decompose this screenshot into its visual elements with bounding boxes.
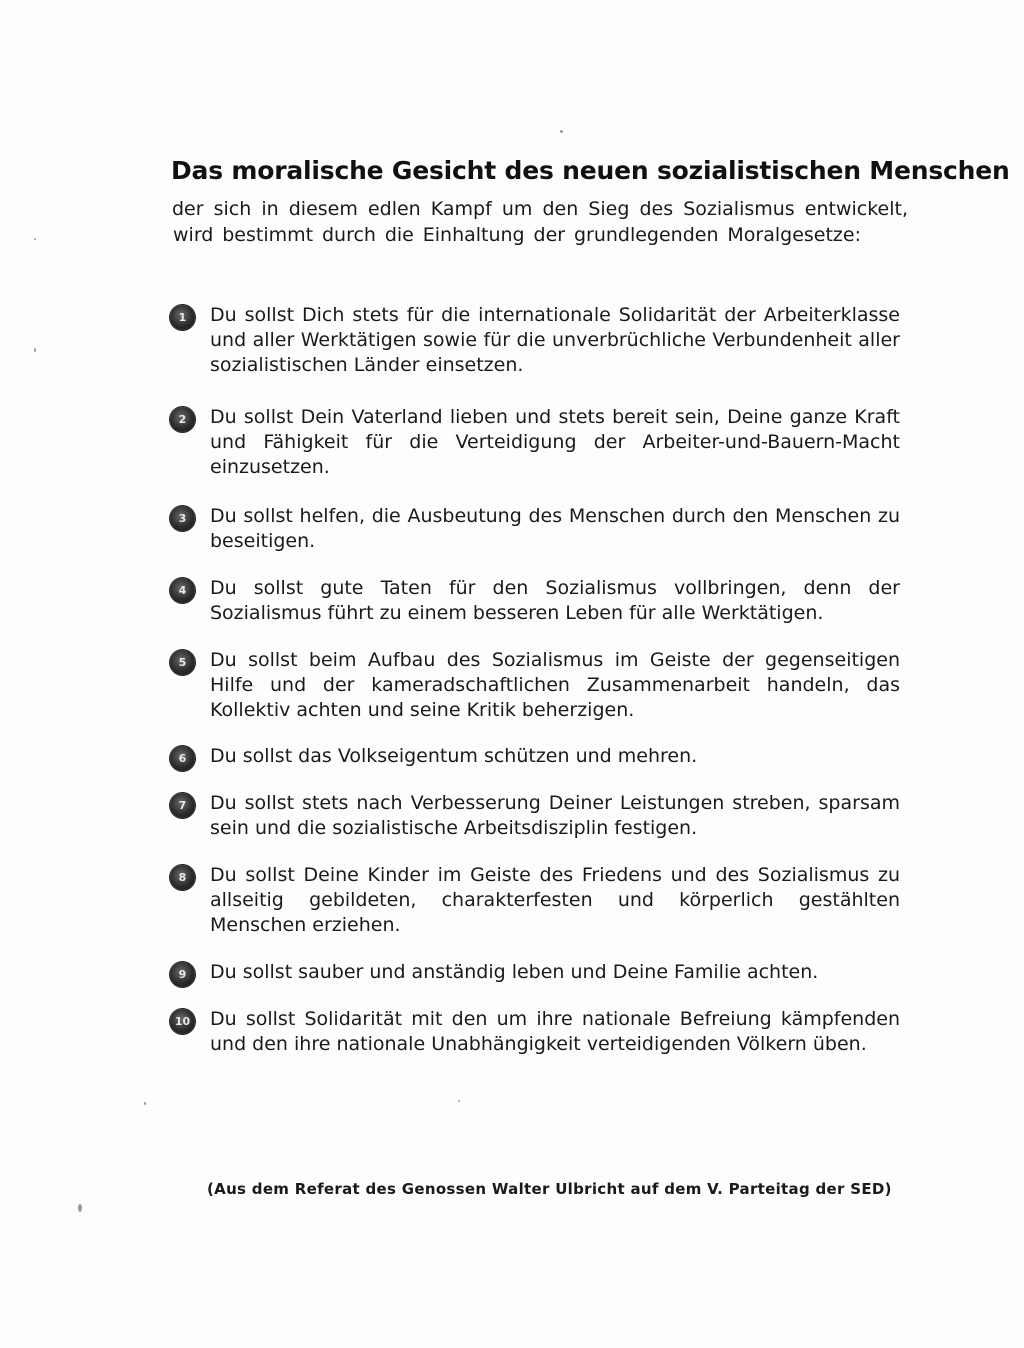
- number-badge-icon: 4: [170, 578, 195, 603]
- scan-speck: [458, 1100, 460, 1102]
- rule-text: Du sollst Solidarität mit den um ihre nationale Befreiung kämpfenden und den ihre nationale Unabhängigkeit verteidigenden Völkern üben.: [210, 1008, 900, 1055]
- scan-speck: [144, 1102, 146, 1105]
- list-item: [168, 576, 908, 626]
- rule-text: Du sollst Dich stets für die internationale Solidarität der Arbeiterklasse und aller Werktätigen sowie für die unverbrüchliche Verbundenheit aller sozialistischen Länder einsetzen.: [210, 304, 900, 376]
- list-item: [168, 405, 908, 480]
- number-badge-icon: 6: [170, 746, 195, 771]
- scan-speck: [34, 238, 36, 240]
- list-item: [168, 648, 908, 723]
- number-badge-icon: 2: [170, 407, 195, 432]
- intro-line-1: der sich in diesem edlen Kampf um den Sieg des Sozialismus entwickelt,: [172, 198, 908, 220]
- rule-text: Du sollst stets nach Verbesserung Deiner Leistungen streben, sparsam sein und die sozialistische Arbeitsdisziplin festigen.: [210, 792, 900, 839]
- number-badge-icon: 1: [170, 305, 195, 330]
- number-badge-icon: 3: [170, 506, 195, 531]
- number-badge-icon: 5: [170, 650, 195, 675]
- scan-speck: [34, 348, 36, 352]
- rule-text: Du sollst helfen, die Ausbeutung des Menschen durch den Menschen zu beseitigen.: [210, 505, 900, 552]
- list-item: [168, 960, 908, 985]
- list-item: [168, 303, 908, 378]
- rule-text: Du sollst gute Taten für den Sozialismus vollbringen, denn der Sozialismus führt zu einem besseren Leben für alle Werktätigen.: [210, 577, 900, 624]
- rule-text: Du sollst beim Aufbau des Sozialismus im Geiste der gegenseitigen Hilfe und der kameradschaftlichen Zusammenarbeit handeln, das Kollektiv achten und seine Kritik beherzigen.: [210, 649, 900, 721]
- intro-line-2: wird bestimmt durch die Einhaltung der grundlegenden Moralgesetze:: [173, 224, 861, 246]
- intro-paragraph: [172, 196, 912, 248]
- list-item: [168, 1007, 908, 1057]
- list-item: [168, 791, 908, 841]
- moral-laws-list: [168, 303, 908, 1057]
- list-item: [168, 504, 908, 554]
- rule-text: Du sollst Dein Vaterland lieben und stets bereit sein, Deine ganze Kraft und Fähigkeit für die Verteidigung der Arbeiter-und-Bauern-Macht einzusetzen.: [210, 406, 900, 478]
- list-item: [168, 863, 908, 938]
- number-badge-icon: 9: [170, 962, 195, 987]
- list-item: [168, 744, 908, 769]
- rule-text: Du sollst Deine Kinder im Geiste des Friedens und des Sozialismus zu allseitig gebildeten, charakterfesten und körperlich gestählten Menschen erziehen.: [210, 864, 900, 936]
- number-badge-icon: 10: [170, 1009, 195, 1034]
- scan-speck: [78, 1204, 82, 1212]
- number-badge-icon: 7: [170, 793, 195, 818]
- rule-text: Du sollst das Volkseigentum schützen und mehren.: [210, 745, 698, 767]
- number-badge-icon: 8: [170, 865, 195, 890]
- source-citation: (Aus dem Referat des Genossen Walter Ulbricht auf dem V. Parteitag der SED): [207, 1180, 892, 1198]
- rule-text: Du sollst sauber und anständig leben und Deine Familie achten.: [210, 961, 819, 983]
- page-title: Das moralische Gesicht des neuen sozialistischen Menschen: [171, 156, 1010, 185]
- scan-speck: [560, 130, 563, 133]
